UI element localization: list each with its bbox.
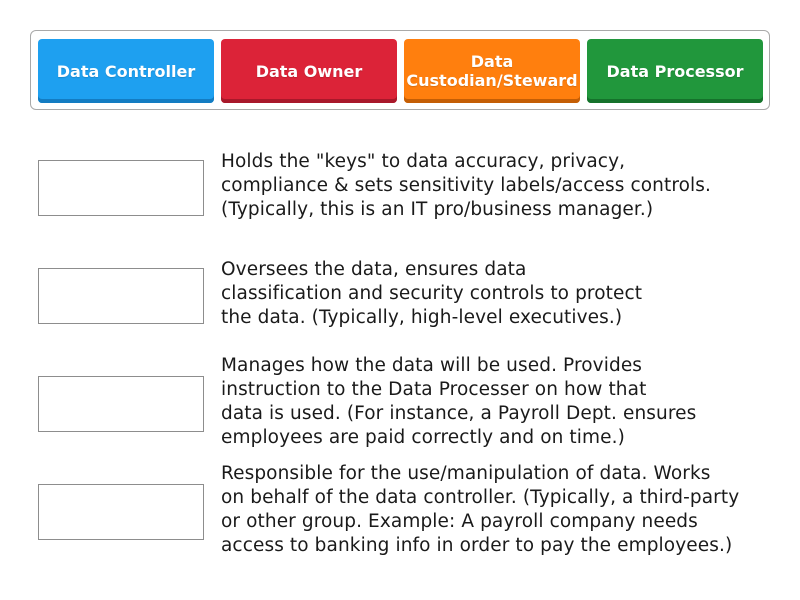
description-2: Oversees the data, ensures data classification and security controls to protect the data. (Typically, high-level executives.)	[221, 259, 643, 328]
tile-data-custodian-steward[interactable]	[404, 39, 580, 103]
answer-tile-tray	[30, 30, 770, 110]
drop-slot-4[interactable]	[38, 484, 204, 540]
tile-label: Data Controller	[56, 61, 196, 81]
drop-slot-3[interactable]	[38, 376, 204, 432]
drop-slot-1[interactable]	[38, 160, 204, 216]
tile-label: Data Custodian/Steward	[406, 52, 578, 90]
description-1: Holds the "keys" to data accuracy, privacy, compliance & sets sensitivity labels/access controls. (Typically, this is an IT pro/business manager.)	[221, 151, 711, 220]
drop-slot-2[interactable]	[38, 268, 204, 324]
tile-data-owner[interactable]	[221, 39, 397, 103]
description-4: Responsible for the use/manipulation of data. Works on behalf of the data controller. (Typically, a third-party or other group. Example: A payroll company needs access to banking info in order to pay the employees.)	[221, 463, 740, 556]
tile-label: Data Processor	[606, 61, 744, 81]
tile-label: Data Owner	[255, 61, 363, 81]
tile-data-controller[interactable]	[38, 39, 214, 103]
tile-data-processor[interactable]	[587, 39, 763, 103]
description-3: Manages how the data will be used. Provides instruction to the Data Processer on how that data is used. (For instance, a Payroll Dept. ensures employees are paid correctly and on time.)	[221, 355, 697, 448]
